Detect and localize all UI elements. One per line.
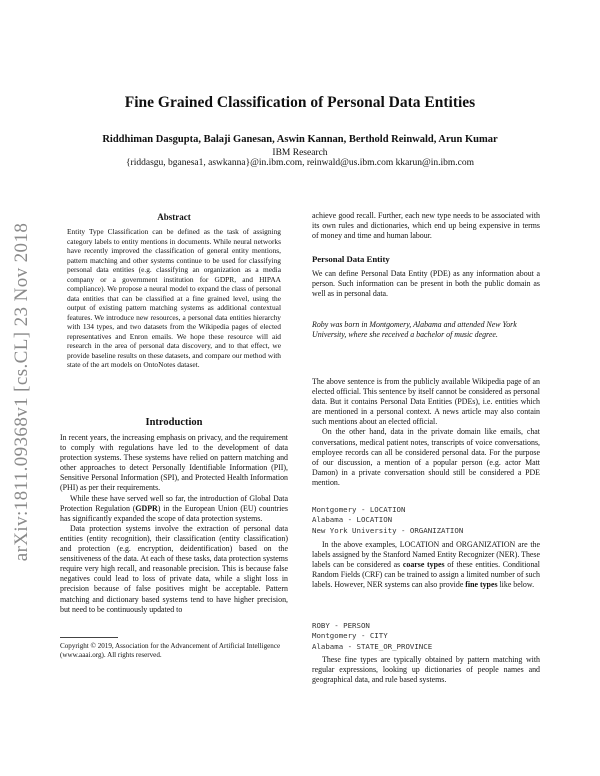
introduction-body: [60, 433, 288, 615]
arxiv-identifier: arXiv:1811.09368v1 [cs.CL] 23 Nov 2018: [11, 222, 32, 562]
intro-paragraph-3: Data protection systems involve the extraction of personal data entities (entity recognition), their classification (entity classification) and protection (e.g. encryption, deidentification) based on the sensitiveness of the data. At each of these tasks, data protection systems require very high recall, and reasonable precision. This is because false negatives could lead to loss of private data, while a slight loss in precision because of false positives might be acceptable. Pattern matching and dictionary based systems tend to have higher precision, but need to be continuously updated to: [60, 523, 288, 614]
abstract-body: Entity Type Classification can be defined as the task of assigning category labels to entity mentions in documents. While neural networks have recently improved the classification of general entity mentions, pattern matching and other systems continue to be used for classifying personal data entities (e.g. classifying an organization as a media company or a government institution for GDPR, and HIPAA compliance). We propose a neural model to expand the class of personal data entities that can be classified at a fine grained level, using the output of existing pattern matching systems as additional contextual features. We introduce new resources, a personal data entities hierarchy with 134 types, and two datasets from the Wikipedia pages of elected representatives and Enron emails. We hope these resource will aid research in the area of personal data discovery, and to that effect, we provide baseline results on these datasets, and compare our method with state of the art models on OntoNotes dataset.: [67, 227, 281, 369]
code-line: Alabama - STATE_OR_PROVINCE: [312, 641, 433, 651]
intro-paragraph-1: In recent years, the increasing emphasis on privacy, and the requirement to comply with regulations have led to the development of data protection systems. These systems have relied on pattern matching and other approaches to detect Personally Identifiable Information (PII), Sensitive Personal Information (SPI), and Protected Health Information (PHI) as per their requirements.: [60, 433, 288, 493]
code-line: ROBY - PERSON: [312, 621, 370, 630]
affiliation: IBM Research: [272, 148, 328, 158]
code-line: New York University - ORGANIZATION: [312, 525, 464, 535]
paper-title: Fine Grained Classification of Personal Data Entities: [124, 94, 476, 111]
arxiv-side-label: [6, 206, 38, 578]
fine-types-term: fine types: [465, 580, 498, 590]
gdpr-acronym: GDPR: [135, 503, 158, 513]
coarse-types-term: coarse types: [402, 560, 445, 570]
right-paragraph-2: On the other hand, data in the private domain like emails, chat conversations, medical patient notes, transcripts of voice conversations, employee records can all be considered personal data. For the purpose of our discussion, a mention of a popular person (e.g. actor Matt Damon) in a private conversation should still be considered a PDE mention.: [312, 427, 540, 487]
author-emails: {riddasgu, bganesa1, aswkanna}@in.ibm.com, reinwald@us.ibm.com kkarun@in.ibm.com: [125, 158, 474, 168]
code-line: Montgomery - LOCATION: [312, 505, 406, 514]
intro-paragraph-2: While these have served well so far, the introduction of Global Data Protection Regulation (GDPR) in the European Union (EU) countries has significantly expanded the scope of data protection systems.: [60, 493, 288, 523]
ner-coarse-types-example: [312, 505, 540, 536]
ner-fine-types-example: [312, 621, 540, 652]
author-list: Riddhiman Dasgupta, Balaji Ganesan, Aswin Kannan, Berthold Reinwald, Arun Kumar: [102, 134, 498, 145]
section-heading-personal-data-entity: Personal Data Entity: [312, 254, 390, 264]
introduction-heading: Introduction: [145, 417, 203, 428]
footnote-rule: [60, 637, 118, 638]
abstract-heading: Abstract: [157, 212, 191, 222]
code-line: Alabama - LOCATION: [312, 515, 393, 525]
code-line: Montgomery - CITY: [312, 631, 388, 641]
right-paragraph-4: These fine types are typically obtained by pattern matching with regular expressions, looking up dictionaries of people names and geographical data, and rule based systems.: [312, 655, 540, 685]
pde-definition: We can define Personal Data Entity (PDE) as any information about a person. Such information can be present in both the public domain as well as in personal data.: [312, 269, 540, 299]
right-paragraph-3: In the above examples, LOCATION and ORGANIZATION are the labels assigned by the Stanford Named Entity Recognizer (NER). These labels can be considered as coarse types of these entities. Conditional Random Fields (CRF) can be trained to assign a limited number of such labels. However, NER systems can also provide fine types like below.: [312, 540, 541, 590]
copyright-notice: Copyright © 2019, Association for the Advancement of Artificial Intelligence (www.aaai.org). All rights reserved.: [60, 642, 281, 660]
right-column-continuation: achieve good recall. Further, each new type needs to be associated with its own rules and dictionaries, which end up being expensive in terms of money and time and human labour.: [312, 211, 540, 241]
example-sentence: Roby was born in Montgomery, Alabama and attended New York University, where she received a bachelor of music degree.: [312, 320, 517, 340]
right-paragraph-1: The above sentence is from the publicly available Wikipedia page of an elected official. This sentence by itself cannot be considered as personal data. But it contains Personal Data Entities (PDEs), i.e. entities which are mentioned in a personal context. A news article may also contain such mentions about an elected official.: [312, 377, 540, 427]
right-column-body: [312, 377, 540, 488]
